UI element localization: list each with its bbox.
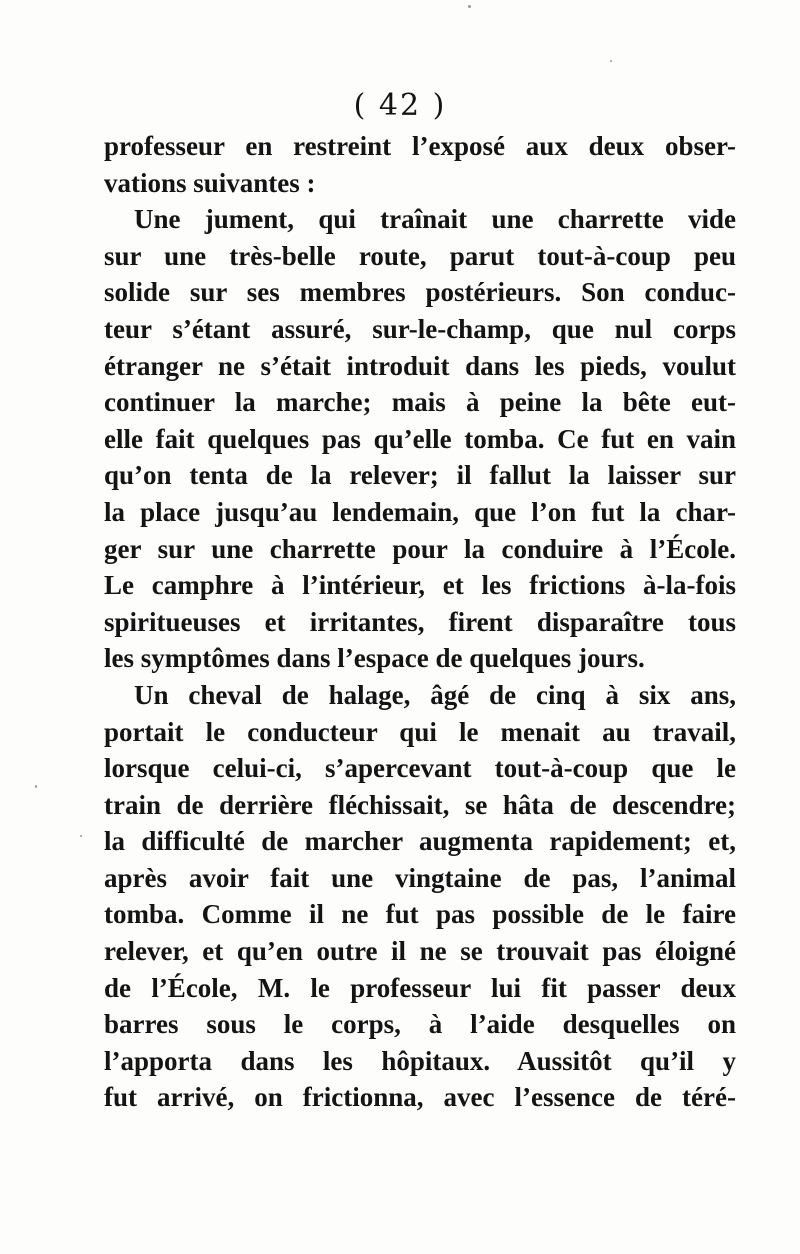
text-line: qu’on tenta de la relever; il fallut la laisser sur: [104, 460, 736, 491]
text-line: Une jument, qui traînait une charrette vide: [134, 204, 736, 235]
text-line: continuer la marche; mais à peine la bête eut-: [104, 387, 736, 418]
ink-speck: [468, 5, 471, 8]
text-line: fut arrivé, on frictionna, avec l’essence de téré-: [104, 1082, 736, 1113]
text-line: Le camphre à l’intérieur, et les frictions à-la-fois: [104, 570, 736, 601]
text-line: ger sur une charrette pour la conduire à l’École.: [104, 533, 736, 564]
text-line: les symptômes dans l’espace de quelques jours.: [104, 643, 645, 674]
text-line: teur s’étant assuré, sur-le-champ, que nul corps: [104, 313, 736, 344]
text-line: de l’École, M. le professeur lui fit passer deux: [104, 972, 736, 1003]
text-line: portait le conducteur qui le menait au travail,: [104, 716, 736, 747]
ink-speck: [80, 835, 82, 837]
text-line: la place jusqu’au lendemain, que l’on fut la char-: [104, 496, 736, 527]
text-line: la difficulté de marcher augmenta rapidement; et,: [104, 826, 736, 857]
text-line: elle fait quelques pas qu’elle tomba. Ce fut en vain: [104, 423, 736, 454]
ink-speck: [610, 60, 612, 62]
text-line: sur une très-belle route, parut tout-à-coup peu: [104, 240, 736, 271]
text-line: lorsque celui-ci, s’apercevant tout-à-coup que le: [104, 753, 736, 784]
text-line: étranger ne s’était introduit dans les pieds, voulut: [104, 350, 736, 381]
text-line: vations suivantes :: [104, 167, 316, 198]
text-line: barres sous le corps, à l’aide desquelles on: [104, 1009, 736, 1040]
ink-speck: [35, 785, 37, 788]
text-line: solide sur ses membres postérieurs. Son conduc-: [104, 277, 736, 308]
page-number: ( 42 ): [353, 88, 447, 123]
text-line: spiritueuses et irritantes, firent disparaître tous: [104, 606, 736, 637]
text-line: Un cheval de halage, âgé de cinq à six ans,: [134, 679, 736, 710]
text-line: tomba. Comme il ne fut pas possible de le faire: [104, 899, 736, 930]
text-line: après avoir fait une vingtaine de pas, l’animal: [104, 862, 736, 893]
body-text: [104, 128, 736, 1116]
text-line: l’apporta dans les hôpitaux. Aussitôt qu’il y: [104, 1045, 736, 1076]
text-line: relever, et qu’en outre il ne se trouvait pas éloigné: [104, 936, 736, 967]
text-line: train de derrière fléchissait, se hâta de descendre;: [104, 789, 736, 820]
text-line: professeur en restreint l’exposé aux deux obser-: [104, 131, 736, 161]
